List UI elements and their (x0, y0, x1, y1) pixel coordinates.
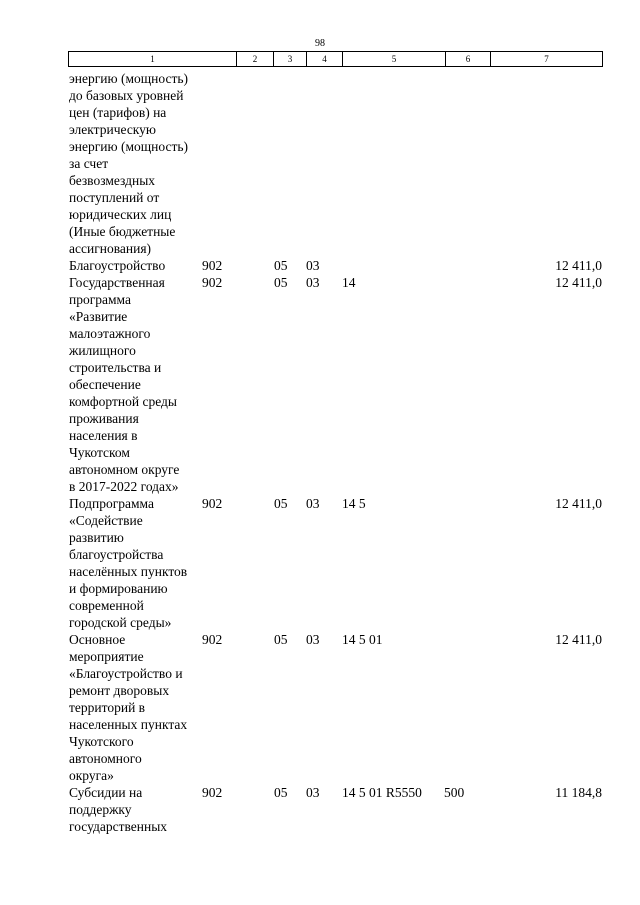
row-target-article: 14 5 01 (342, 632, 383, 647)
table-row (68, 631, 602, 784)
row-name-line: малоэтажного (69, 326, 151, 341)
table-row (68, 495, 602, 631)
row-expense-type: 500 (444, 785, 465, 800)
row-target-article: 14 5 (342, 496, 366, 511)
row-section-code: 05 (274, 785, 288, 800)
row-name-line: поступлений от (69, 190, 160, 205)
row-name (69, 274, 209, 495)
row-name-line: городской среды» (69, 615, 172, 630)
row-subsection-code: 03 (306, 632, 320, 647)
row-name-line: Благоустройство (69, 258, 166, 273)
row-name-line: населённых пунктов (69, 564, 188, 579)
row-name-line: развитию (69, 530, 124, 545)
row-name-line: безвозмездных (69, 173, 156, 188)
row-name-line: «Содействие (69, 513, 143, 528)
row-name-line: проживания (69, 411, 139, 426)
row-name-line: (Иные бюджетные (69, 224, 176, 239)
row-name-line: «Развитие (69, 309, 128, 324)
row-name (69, 495, 209, 631)
budget-table-body (68, 70, 602, 835)
row-name-line: Чукотском (69, 445, 130, 460)
row-name-line: поддержку (69, 802, 132, 817)
header-col-1: 1 (69, 52, 237, 67)
row-name-line: Субсидии на (69, 785, 143, 800)
row-name-line: государственных (69, 819, 168, 834)
row-name-line: Подпрограмма (69, 496, 154, 511)
row-amount: 12 411,0 (555, 496, 602, 511)
row-amount: 12 411,0 (555, 275, 602, 290)
table-row (68, 784, 602, 835)
header-col-6: 6 (446, 52, 491, 67)
row-name-line: округа» (69, 768, 114, 783)
row-section-code: 05 (274, 275, 288, 290)
row-name (69, 257, 209, 274)
row-name-line: комфортной среды (69, 394, 177, 409)
row-amount: 12 411,0 (555, 258, 602, 273)
row-subsection-code: 03 (306, 785, 320, 800)
page-number: 98 (315, 38, 325, 49)
row-ministry-code: 902 (202, 496, 223, 511)
row-ministry-code: 902 (202, 785, 223, 800)
row-section-code: 05 (274, 496, 288, 511)
header-col-4: 4 (307, 52, 343, 67)
row-target-article: 14 (342, 275, 356, 290)
row-name-line: энергию (мощность) (69, 139, 189, 154)
row-name-line: ремонт дворовых (69, 683, 170, 698)
header-col-3: 3 (274, 52, 307, 67)
row-name-line: юридических лиц (69, 207, 172, 222)
table-row (68, 257, 602, 274)
row-name-line: автономном округе (69, 462, 180, 477)
row-name-line: населения в (69, 428, 138, 443)
header-col-7: 7 (491, 52, 603, 67)
table-row (68, 274, 602, 495)
row-name-line: Чукотского (69, 734, 134, 749)
row-amount: 11 184,8 (555, 785, 602, 800)
header-col-2: 2 (237, 52, 274, 67)
row-name-line: благоустройства (69, 547, 164, 562)
row-ministry-code: 902 (202, 258, 223, 273)
row-name (69, 784, 209, 835)
row-name-line: Государственная (69, 275, 165, 290)
column-header-table (68, 51, 603, 67)
row-name-line: энергию (мощность) (69, 71, 189, 86)
row-name (69, 70, 209, 257)
row-name-line: и формированию (69, 581, 168, 596)
row-name-line: цен (тарифов) на (69, 105, 167, 120)
row-name-line: территорий в (69, 700, 146, 715)
row-name-line: Основное (69, 632, 126, 647)
row-name-line: в 2017-2022 годах» (69, 479, 179, 494)
row-amount: 12 411,0 (555, 632, 602, 647)
row-target-article: 14 5 01 R5550 (342, 785, 422, 800)
row-section-code: 05 (274, 632, 288, 647)
row-ministry-code: 902 (202, 275, 223, 290)
row-name-line: строительства и (69, 360, 162, 375)
row-name-line: обеспечение (69, 377, 141, 392)
table-row (68, 70, 602, 257)
row-name-line: современной (69, 598, 144, 613)
row-name-line: электрическую (69, 122, 157, 137)
row-name-line: мероприятие (69, 649, 144, 664)
row-name-line: населенных пунктах (69, 717, 188, 732)
row-section-code: 05 (274, 258, 288, 273)
row-name (69, 631, 209, 784)
row-subsection-code: 03 (306, 275, 320, 290)
row-name-line: жилищного (69, 343, 136, 358)
header-col-5: 5 (343, 52, 446, 67)
row-name-line: ассигнования) (69, 241, 152, 256)
row-name-line: программа (69, 292, 131, 307)
row-name-line: автономного (69, 751, 142, 766)
row-name-line: до базовых уровней (69, 88, 184, 103)
row-name-line: «Благоустройство и (69, 666, 183, 681)
row-ministry-code: 902 (202, 632, 223, 647)
row-subsection-code: 03 (306, 496, 320, 511)
row-subsection-code: 03 (306, 258, 320, 273)
row-name-line: за счет (69, 156, 109, 171)
